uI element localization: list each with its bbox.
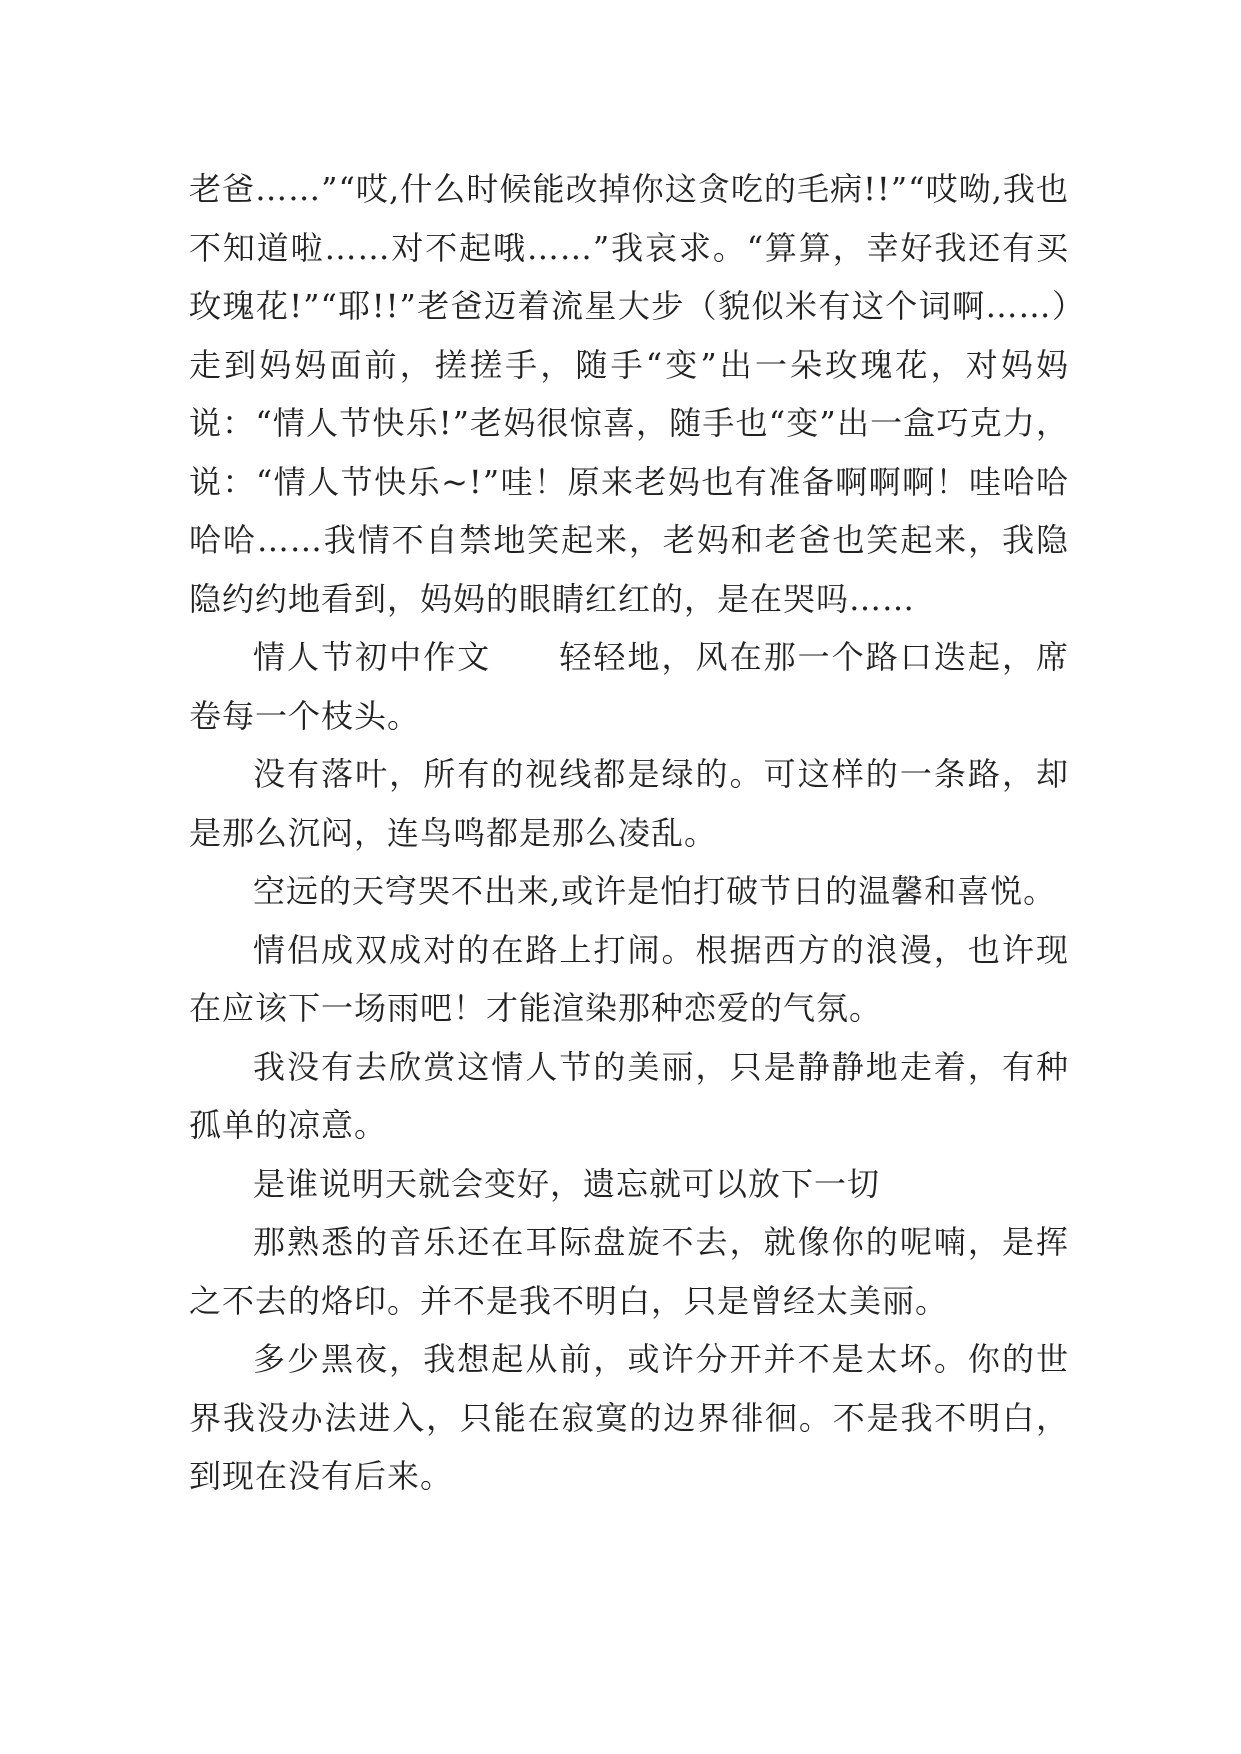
paragraph-3: 没有落叶，所有的视线都是绿的。可这样的一条路，却是那么沉闷，连鸟鸣都是那么凌乱。 [189,755,1069,852]
paragraph-5: 情侣成双成对的在路上打闹。根据西方的浪漫，也许现在应该下一场雨吧！才能渲染那种恋爱的气氛。 [189,930,1069,1027]
paragraph-7: 是谁说明天就会变好，遗忘就可以放下一切 [253,1164,881,1203]
paragraph-6: 我没有去欣赏这情人节的美丽，只是静静地走着，有种孤单的凉意。 [189,1047,1069,1144]
document-body [189,160,1069,1506]
paragraph-9: 多少黑夜，我想起从前，或许分开并不是太坏。你的世界我没办法进入，只能在寂寞的边界徘徊。不是我不明白，到现在没有后来。 [189,1340,1069,1495]
paragraph-8: 那熟悉的音乐还在耳际盘旋不去，就像你的呢喃，是挥之不去的烙印。并不是我不明白，只是曾经太美丽。 [189,1223,1069,1320]
paragraph-2: 情人节初中作文 轻轻地，风在那一个路口迭起，席卷每一个枝头。 [189,638,1069,735]
paragraph-1: 老爸……”“哎,什么时候能改掉你这贪吃的毛病!!”“哎呦,我也不知道啦……对不起哦……”我哀求。“算算，幸好我还有买玫瑰花!”“耶!!”老爸迈着流星大步（貌似米有这个词啊……）走到妈妈面前，搓搓手，随手“变”出一朵玫瑰花，对妈妈说：“情人节快乐!”老妈很惊喜，随手也“变”出一盒巧克力，说：“情人节快乐~!”哇！原来老妈也有准备啊啊啊！哇哈哈哈哈……我情不自禁地笑起来，老妈和老爸也笑起来，我隐隐约约地看到，妈妈的眼睛红红的，是在哭吗…… [189,170,1069,618]
paragraph-4: 空远的天穹哭不出来,或许是怕打破节日的温馨和喜悦。 [253,872,1057,910]
